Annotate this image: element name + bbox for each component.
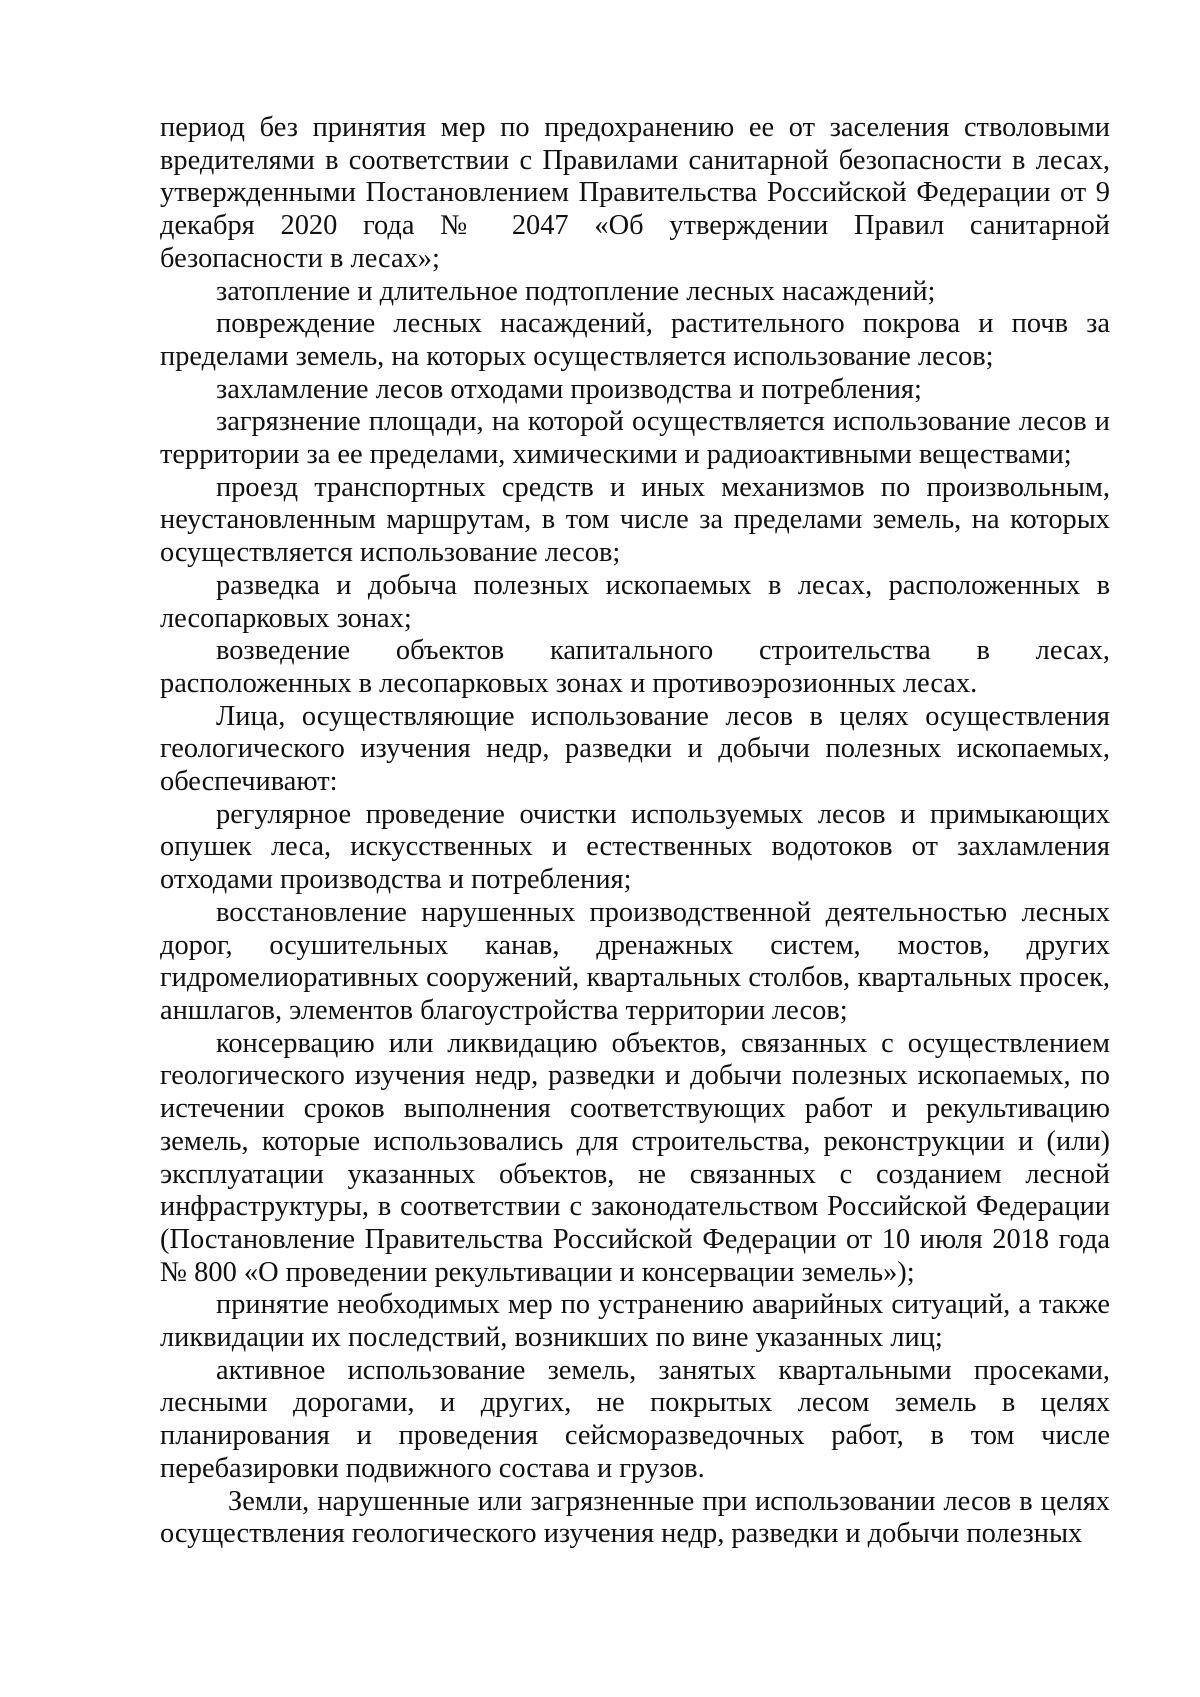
- paragraph-continuation: период без принятия мер по предохранению ее от заселения стволовыми вредителями в соответствии с Правилами санитарной безопасности в лесах, утвержденными Постановлением Правительства Российской Федерации от 9 декабря 2020 года № 2047 «Об утверждении Правил санитарной безопасности в лесах»;: [160, 112, 1110, 274]
- paragraph-obligations-intro: Лица, осуществляющие использование лесов в целях осуществления геологического изучения недр, разведки и добычи полезных ископаемых, обеспечивают:: [160, 700, 1110, 798]
- paragraph-flooding: затопление и длительное подтопление лесных насаждений;: [216, 275, 936, 307]
- paragraph-construction: возведение объектов капитального строительства в лесах, расположенных в лесопарковых зонах и противоэрозионных лесах.: [160, 635, 1110, 699]
- paragraph-cleaning: регулярное проведение очистки используемых лесов и примыкающих опушек леса, искусственных и естественных водотоков от захламления отходами производства и потребления;: [160, 798, 1110, 896]
- paragraph-littering: захламление лесов отходами производства и потребления;: [216, 373, 922, 405]
- paragraph-active-use: активное использование земель, занятых квартальными просеками, лесными дорогами, и других, не покрытых лесом земель в целях планирования и проведения сейсморазведочных работ, в том числе перебазировки подвижного состава и грузов.: [160, 1354, 1110, 1484]
- paragraph-pollution: загрязнение площади, на которой осуществляется использование лесов и территории за ее пределами, химическими и радиоактивными веществами;: [160, 406, 1110, 471]
- document-page: [160, 112, 1110, 1551]
- paragraph-mining-parks: разведка и добыча полезных ископаемых в лесах, расположенных в лесопарковых зонах;: [160, 569, 1110, 634]
- paragraph-vehicle-passage: проезд транспортных средств и иных механизмов по произвольным, неустановленным маршрутам, в том числе за пределами земель, на которых осуществляется использование лесов;: [160, 471, 1110, 569]
- paragraph-emergency-measures: принятие необходимых мер по устранению аварийных ситуаций, а также ликвидации их последствий, возникших по вине указанных лиц;: [160, 1289, 1110, 1354]
- paragraph-disturbed-lands: Земли, нарушенные или загрязненные при использовании лесов в целях осуществления геологического изучения недр, разведки и добычи полезных: [160, 1485, 1110, 1550]
- paragraph-damage: повреждение лесных насаждений, растительного покрова и почв за пределами земель, на которых осуществляется использование лесов;: [160, 308, 1110, 372]
- paragraph-restoration: восстановление нарушенных производственной деятельностью лесных дорог, осушительных канав, дренажных систем, мостов, других гидромелиоративных сооружений, квартальных столбов, квартальных просек, аншлагов, элементов благоустройства территории лесов;: [160, 896, 1110, 1026]
- paragraph-conservation: консервацию или ликвидацию объектов, связанных с осуществлением геологического изучения недр, разведки и добычи полезных ископаемых, по истечении сроков выполнения соответствующих работ и рекультивацию земель, которые использовались для строительства, реконструкции и (или) эксплуатации указанных объектов, не связанных с созданием лесной инфраструктуры, в соответствии с законодательством Российской Федерации (Постановление Правительства Российской Федерации от 10 июля 2018 года № 800 «О проведении рекультивации и консервации земель»);: [160, 1027, 1110, 1288]
